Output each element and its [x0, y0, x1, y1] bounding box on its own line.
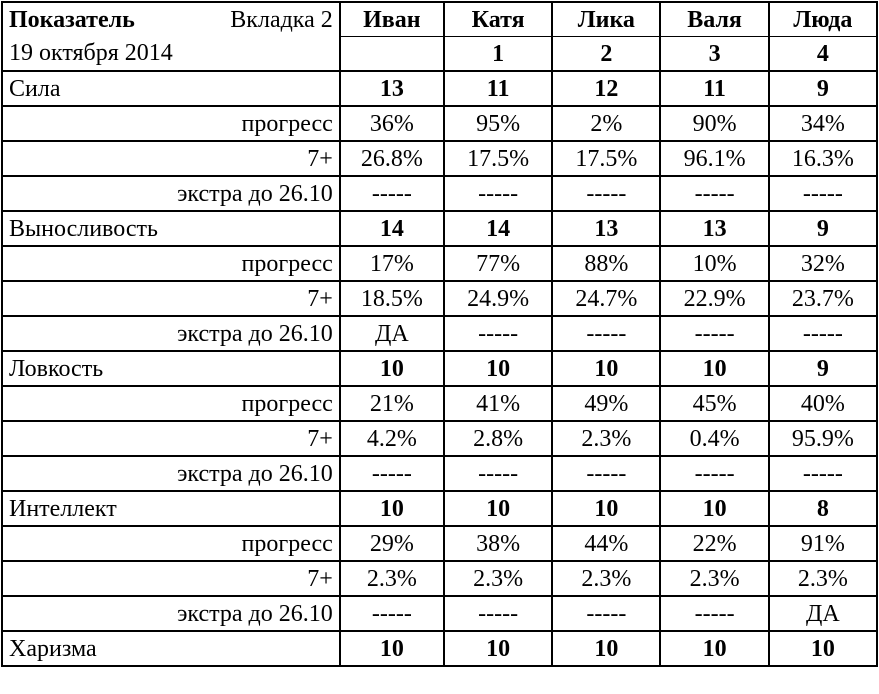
- stat-name: Выносливость: [2, 211, 340, 246]
- stat-value: 11: [444, 71, 552, 106]
- sub-value-seven: 2.8%: [444, 421, 552, 456]
- sub-label-seven: 7+: [2, 141, 340, 176]
- sub-value-extra: -----: [660, 596, 768, 631]
- stat-name: Ловкость: [2, 351, 340, 386]
- sub-row-seven: [2, 141, 877, 176]
- stats-table: [1, 1, 878, 667]
- sub-value-seven: 24.9%: [444, 281, 552, 316]
- sub-row-progress: [2, 526, 877, 561]
- stat-name: Харизма: [2, 631, 340, 666]
- sub-value-progress: 2%: [552, 106, 660, 141]
- sub-row-seven: [2, 421, 877, 456]
- player-name-1: Катя: [444, 2, 552, 37]
- player-num-0: [340, 37, 444, 72]
- sub-value-seven: 2.3%: [340, 561, 444, 596]
- sub-row-seven: [2, 281, 877, 316]
- sub-value-seven: 2.3%: [660, 561, 768, 596]
- sub-row-extra: [2, 176, 877, 211]
- sub-value-progress: 29%: [340, 526, 444, 561]
- header-date: 19 октября 2014: [2, 37, 340, 72]
- player-name-0: Иван: [340, 2, 444, 37]
- sub-row-seven: [2, 561, 877, 596]
- sub-value-extra: ДА: [340, 316, 444, 351]
- sub-label-seven: 7+: [2, 421, 340, 456]
- stat-value: 10: [769, 631, 877, 666]
- stat-value: 10: [340, 351, 444, 386]
- sub-value-progress: 40%: [769, 386, 877, 421]
- sub-value-seven: 96.1%: [660, 141, 768, 176]
- sub-value-extra: -----: [444, 596, 552, 631]
- sub-row-extra: [2, 456, 877, 491]
- sub-value-extra: -----: [552, 316, 660, 351]
- stat-value: 10: [552, 491, 660, 526]
- sub-row-progress: [2, 106, 877, 141]
- stat-row: [2, 211, 877, 246]
- stat-row: [2, 71, 877, 106]
- sub-label-progress: прогресс: [2, 526, 340, 561]
- sub-value-progress: 32%: [769, 246, 877, 281]
- stat-value: 13: [340, 71, 444, 106]
- sub-value-progress: 21%: [340, 386, 444, 421]
- sub-value-seven: 22.9%: [660, 281, 768, 316]
- player-num-4: 4: [769, 37, 877, 72]
- sub-value-extra: -----: [769, 456, 877, 491]
- stat-value: 10: [340, 491, 444, 526]
- stat-value: 10: [444, 491, 552, 526]
- stat-value: 9: [769, 351, 877, 386]
- player-name-4: Люда: [769, 2, 877, 37]
- sub-value-seven: 2.3%: [444, 561, 552, 596]
- sub-value-progress: 34%: [769, 106, 877, 141]
- sub-label-progress: прогресс: [2, 386, 340, 421]
- sub-value-progress: 36%: [340, 106, 444, 141]
- header-row-names: [2, 2, 877, 37]
- sub-value-progress: 88%: [552, 246, 660, 281]
- sub-value-progress: 49%: [552, 386, 660, 421]
- stat-value: 12: [552, 71, 660, 106]
- sub-value-extra: -----: [444, 316, 552, 351]
- stat-value: 11: [660, 71, 768, 106]
- stat-row: [2, 351, 877, 386]
- header-title-cell: [2, 2, 340, 37]
- sub-label-seven: 7+: [2, 561, 340, 596]
- stat-name: Интеллект: [2, 491, 340, 526]
- sub-label-progress: прогресс: [2, 106, 340, 141]
- sub-value-seven: 17.5%: [444, 141, 552, 176]
- stat-value: 14: [340, 211, 444, 246]
- sub-value-progress: 10%: [660, 246, 768, 281]
- stat-row: [2, 491, 877, 526]
- sub-value-extra: -----: [660, 176, 768, 211]
- sub-row-progress: [2, 246, 877, 281]
- sub-value-progress: 44%: [552, 526, 660, 561]
- stat-value: 10: [552, 631, 660, 666]
- sub-value-seven: 2.3%: [769, 561, 877, 596]
- sub-value-extra: -----: [444, 176, 552, 211]
- stat-value: 10: [444, 631, 552, 666]
- player-num-1: 1: [444, 37, 552, 72]
- player-name-3: Валя: [660, 2, 768, 37]
- player-name-2: Лика: [552, 2, 660, 37]
- sub-value-seven: 2.3%: [552, 561, 660, 596]
- sub-value-progress: 41%: [444, 386, 552, 421]
- header-title: Показатель: [9, 6, 135, 33]
- sub-value-progress: 38%: [444, 526, 552, 561]
- stat-value: 9: [769, 211, 877, 246]
- stat-value: 10: [660, 491, 768, 526]
- stat-value: 10: [660, 631, 768, 666]
- sub-value-extra: -----: [769, 316, 877, 351]
- sub-value-seven: 17.5%: [552, 141, 660, 176]
- stat-value: 9: [769, 71, 877, 106]
- sub-value-seven: 0.4%: [660, 421, 768, 456]
- sub-label-seven: 7+: [2, 281, 340, 316]
- stats-table-body: [2, 2, 877, 666]
- stat-value: 10: [444, 351, 552, 386]
- sub-value-seven: 95.9%: [769, 421, 877, 456]
- sub-value-extra: -----: [660, 316, 768, 351]
- sub-value-progress: 22%: [660, 526, 768, 561]
- stat-value: 10: [660, 351, 768, 386]
- sub-value-extra: ДА: [769, 596, 877, 631]
- stat-value: 8: [769, 491, 877, 526]
- sub-value-seven: 23.7%: [769, 281, 877, 316]
- sub-value-extra: -----: [444, 456, 552, 491]
- sub-label-progress: прогресс: [2, 246, 340, 281]
- sub-label-extra: экстра до 26.10: [2, 176, 340, 211]
- sub-label-extra: экстра до 26.10: [2, 456, 340, 491]
- player-num-3: 3: [660, 37, 768, 72]
- stat-value: 10: [552, 351, 660, 386]
- sub-value-extra: -----: [340, 596, 444, 631]
- stat-name: Сила: [2, 71, 340, 106]
- sub-label-extra: экстра до 26.10: [2, 316, 340, 351]
- header-row-numbers: [2, 37, 877, 72]
- sub-value-seven: 4.2%: [340, 421, 444, 456]
- sub-value-seven: 26.8%: [340, 141, 444, 176]
- sub-value-progress: 90%: [660, 106, 768, 141]
- sub-value-progress: 91%: [769, 526, 877, 561]
- sub-value-seven: 18.5%: [340, 281, 444, 316]
- sub-value-seven: 2.3%: [552, 421, 660, 456]
- sub-row-extra: [2, 316, 877, 351]
- sub-value-extra: -----: [340, 456, 444, 491]
- sub-value-progress: 95%: [444, 106, 552, 141]
- sub-value-seven: 16.3%: [769, 141, 877, 176]
- sub-value-progress: 77%: [444, 246, 552, 281]
- stat-value: 14: [444, 211, 552, 246]
- stat-row: [2, 631, 877, 666]
- sub-value-extra: -----: [340, 176, 444, 211]
- sub-row-progress: [2, 386, 877, 421]
- sub-value-extra: -----: [552, 596, 660, 631]
- sub-value-extra: -----: [769, 176, 877, 211]
- sub-value-progress: 17%: [340, 246, 444, 281]
- stat-value: 10: [340, 631, 444, 666]
- sub-label-extra: экстра до 26.10: [2, 596, 340, 631]
- sub-value-extra: -----: [552, 176, 660, 211]
- sub-value-seven: 24.7%: [552, 281, 660, 316]
- sub-value-progress: 45%: [660, 386, 768, 421]
- player-num-2: 2: [552, 37, 660, 72]
- sub-value-extra: -----: [660, 456, 768, 491]
- sub-value-extra: -----: [552, 456, 660, 491]
- sub-row-extra: [2, 596, 877, 631]
- stat-value: 13: [552, 211, 660, 246]
- stat-value: 13: [660, 211, 768, 246]
- header-tab: Вкладка 2: [230, 6, 333, 33]
